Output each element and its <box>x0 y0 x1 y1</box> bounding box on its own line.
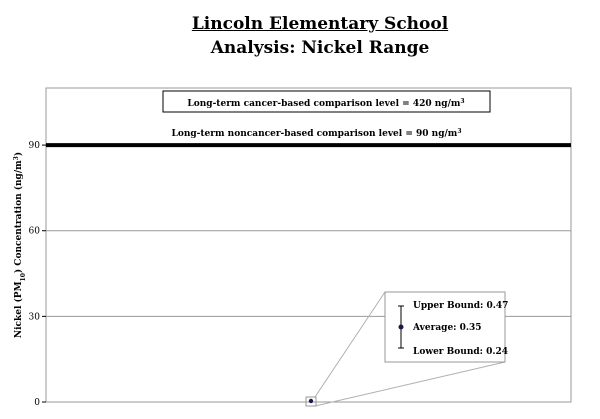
average-data-point <box>309 399 313 403</box>
cancer-reference-label-unit: 3 <box>460 97 465 105</box>
noncancer-reference-label <box>171 128 461 140</box>
y-axis-label <box>13 152 27 338</box>
cancer-reference-label-text: Long-term cancer-based comparison level = 420 ng/m <box>187 99 461 109</box>
cancer-reference-label <box>187 98 464 110</box>
y-tick-label: 0 <box>34 398 40 408</box>
y-axis-label-a: Nickel (PM <box>14 281 24 339</box>
y-axis-label-sub: 10 <box>19 273 27 282</box>
y-axis-label-sup: 3 <box>12 156 20 161</box>
callout-box <box>385 292 508 362</box>
noncancer-reference-label-text: Long-term noncancer-based comparison level = 90 ng/m <box>171 129 458 140</box>
y-tick-label: 60 <box>28 226 40 237</box>
y-axis-label-c: ) <box>14 151 24 157</box>
y-tick-labels <box>29 141 46 408</box>
callout-average-point <box>399 325 404 330</box>
callout-upper-bound: Upper Bound: 0.47 <box>413 301 509 311</box>
noncancer-reference-label-unit: 3 <box>457 127 462 135</box>
chart-subtitle: Analysis: Nickel Range <box>210 38 430 58</box>
chart-title: Lincoln Elementary School <box>191 14 449 34</box>
y-tick-label: 90 <box>28 141 40 152</box>
callout-average: Average: 0.35 <box>413 323 482 333</box>
callout-lower-bound: Lower Bound: 0.24 <box>413 347 509 357</box>
y-axis-label-b: ) Concentration (ng/m <box>14 160 24 274</box>
y-tick-label: 30 <box>28 312 40 323</box>
